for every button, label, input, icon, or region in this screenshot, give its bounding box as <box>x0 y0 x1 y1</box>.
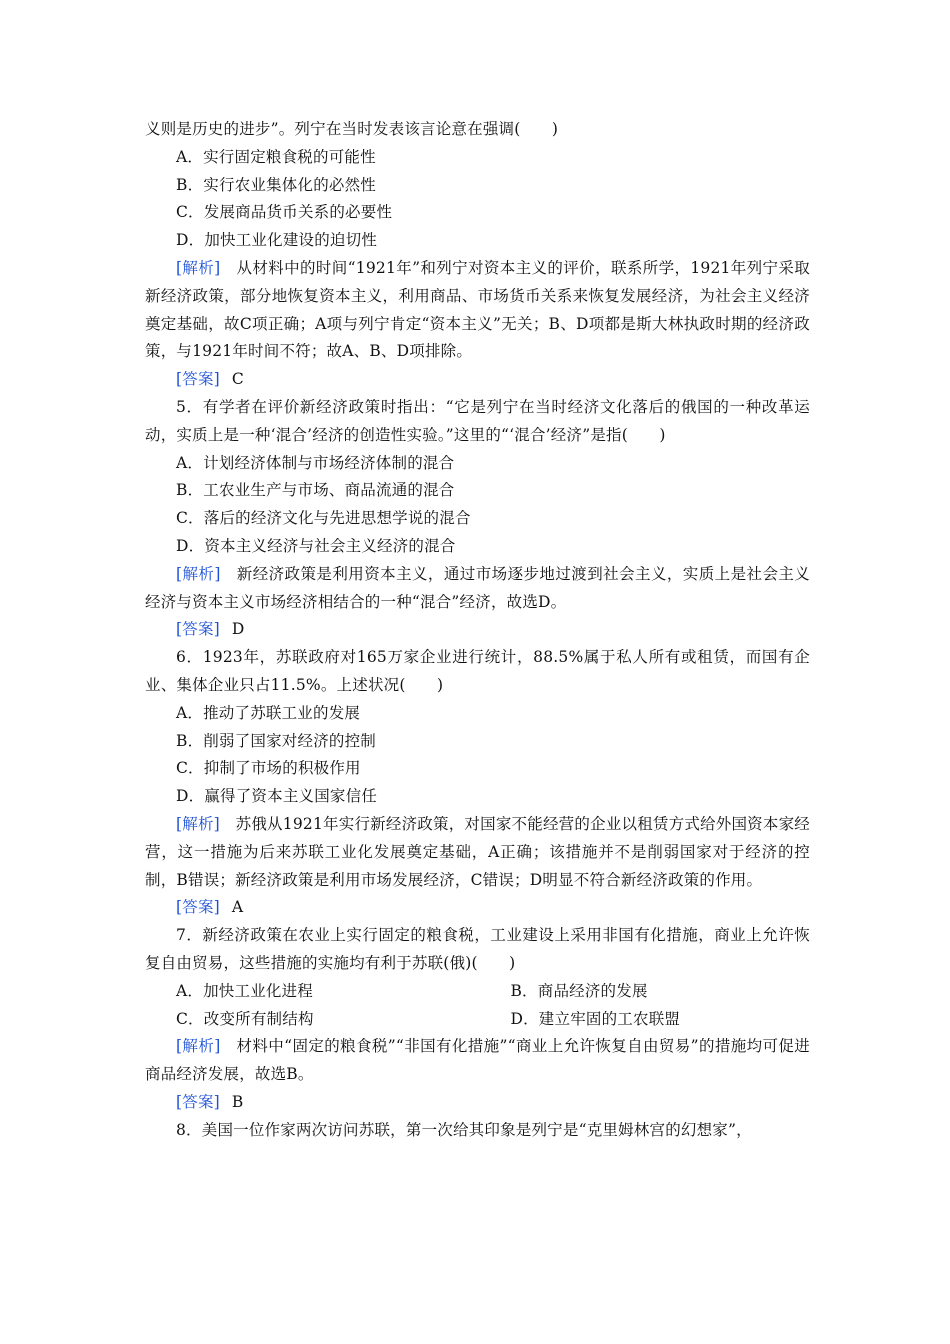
q7-options-row-1 <box>145 978 810 1006</box>
q4-analysis <box>145 255 810 366</box>
q6-option-d: D．赢得了资本主义国家信任 <box>176 787 378 806</box>
q4-option-b: B．实行农业集体化的必然性 <box>176 175 376 194</box>
q7-answer-value: B <box>231 1092 244 1111</box>
analysis-label: [解析] <box>176 258 221 277</box>
analysis-label: [解析] <box>176 1037 221 1056</box>
q7-stem: 7．新经济政策在农业上实行固定的粮食税，工业建设上采用非国有化措施，商业上允许恢复自由贸易，这些措施的实施均有利于苏联(俄)( ) <box>145 926 810 972</box>
q5-analysis-text: 新经济政策是利用资本主义，通过市场逐步地过渡到社会主义，实质上是社会主义经济与资本主义市场经济相结合的一种“混合”经济，故选D。 <box>145 564 811 611</box>
analysis-label: [解析] <box>176 564 221 583</box>
q7-options-row-2 <box>145 1006 810 1034</box>
q4-option-d: D．加快工业化建设的迫切性 <box>176 231 378 250</box>
q5-stem: 5．有学者在评价新经济政策时指出：“它是列宁在当时经济文化落后的俄国的一种改革运动，实质上是一种‘混合’经济的创造性实验。”这里的“‘混合’经济”是指( ) <box>145 397 810 444</box>
q5-answer-value: D <box>231 620 245 639</box>
q5-option-a: A．计划经济体制与市场经济体制的混合 <box>176 453 455 472</box>
q7-option-a: A．加快工业化进程 <box>176 981 313 1000</box>
answer-label: [答案] <box>176 1092 220 1111</box>
q4-answer <box>145 366 810 394</box>
document-page <box>145 116 810 1144</box>
answer-label: [答案] <box>176 620 220 639</box>
q4-option-a: A．实行固定粮食税的可能性 <box>176 147 376 166</box>
q4-stem-tail: 义则是历史的进步”。列宁在当时发表该言论意在强调( ) <box>145 120 559 138</box>
analysis-label: [解析] <box>176 814 220 833</box>
q6-option-b: B．削弱了国家对经济的控制 <box>176 731 376 750</box>
q6-stem: 6．1923年，苏联政府对165万家企业进行统计，88.5%属于私人所有或租赁，而国有企业、集体企业只占11.5%。上述状况( ) <box>145 648 810 694</box>
q7-analysis-text: 材料中“固定的粮食税”“非国有化措施”“商业上允许恢复自由贸易”的措施均可促进商品经济发展，故选B。 <box>145 1037 810 1084</box>
answer-label: [答案] <box>176 898 220 917</box>
q4-analysis-text: 从材料中的时间“1921年”和列宁对资本主义的评价，联系所学，1921年列宁采取新经济政策，部分地恢复资本主义，利用商品、市场货币关系来恢复发展经济，为社会主义经济奠定基础，故C项正确；A项与列宁肯定“资本主义”无关；B、D项都是斯大林执政时期的经济政策，与1921年时间不符；故A、B、D项排除。 <box>145 258 810 361</box>
q4-option-c: C．发展商品货币关系的必要性 <box>176 203 393 222</box>
q5-option-d: D．资本主义经济与社会主义经济的混合 <box>176 536 456 555</box>
q8-stem-head: 8．美国一位作家两次访问苏联，第一次给其印象是列宁是“克里姆林宫的幻想家”， <box>176 1120 752 1139</box>
q7-answer <box>145 1089 810 1117</box>
q7-option-c: C．改变所有制结构 <box>176 1009 314 1028</box>
q4-answer-value: C <box>231 370 244 389</box>
q5-answer <box>145 616 810 644</box>
q7-option-b: B．商品经济的发展 <box>510 981 648 1000</box>
q6-option-c: C．抑制了市场的积极作用 <box>176 759 361 778</box>
q7-option-d: D．建立牢固的工农联盟 <box>510 1009 681 1028</box>
q7-analysis <box>145 1033 810 1089</box>
answer-label: [答案] <box>176 370 220 389</box>
q5-option-b: B．工农业生产与市场、商品流通的混合 <box>176 481 455 500</box>
q5-option-c: C．落后的经济文化与先进思想学说的混合 <box>176 509 471 528</box>
q6-option-a: A．推动了苏联工业的发展 <box>176 703 361 722</box>
q6-analysis <box>145 811 810 894</box>
q6-answer-value: A <box>231 898 244 917</box>
q5-analysis <box>145 561 810 617</box>
q6-analysis-text: 苏俄从1921年实行新经济政策，对国家不能经营的企业以租赁方式给外国资本家经营，这一措施为后来苏联工业化发展奠定基础，A正确；该措施并不是削弱国家对于经济的控制，B错误；新经济政策是利用市场发展经济，C错误；D明显不符合新经济政策的作用。 <box>145 814 810 889</box>
q6-answer <box>145 894 810 922</box>
